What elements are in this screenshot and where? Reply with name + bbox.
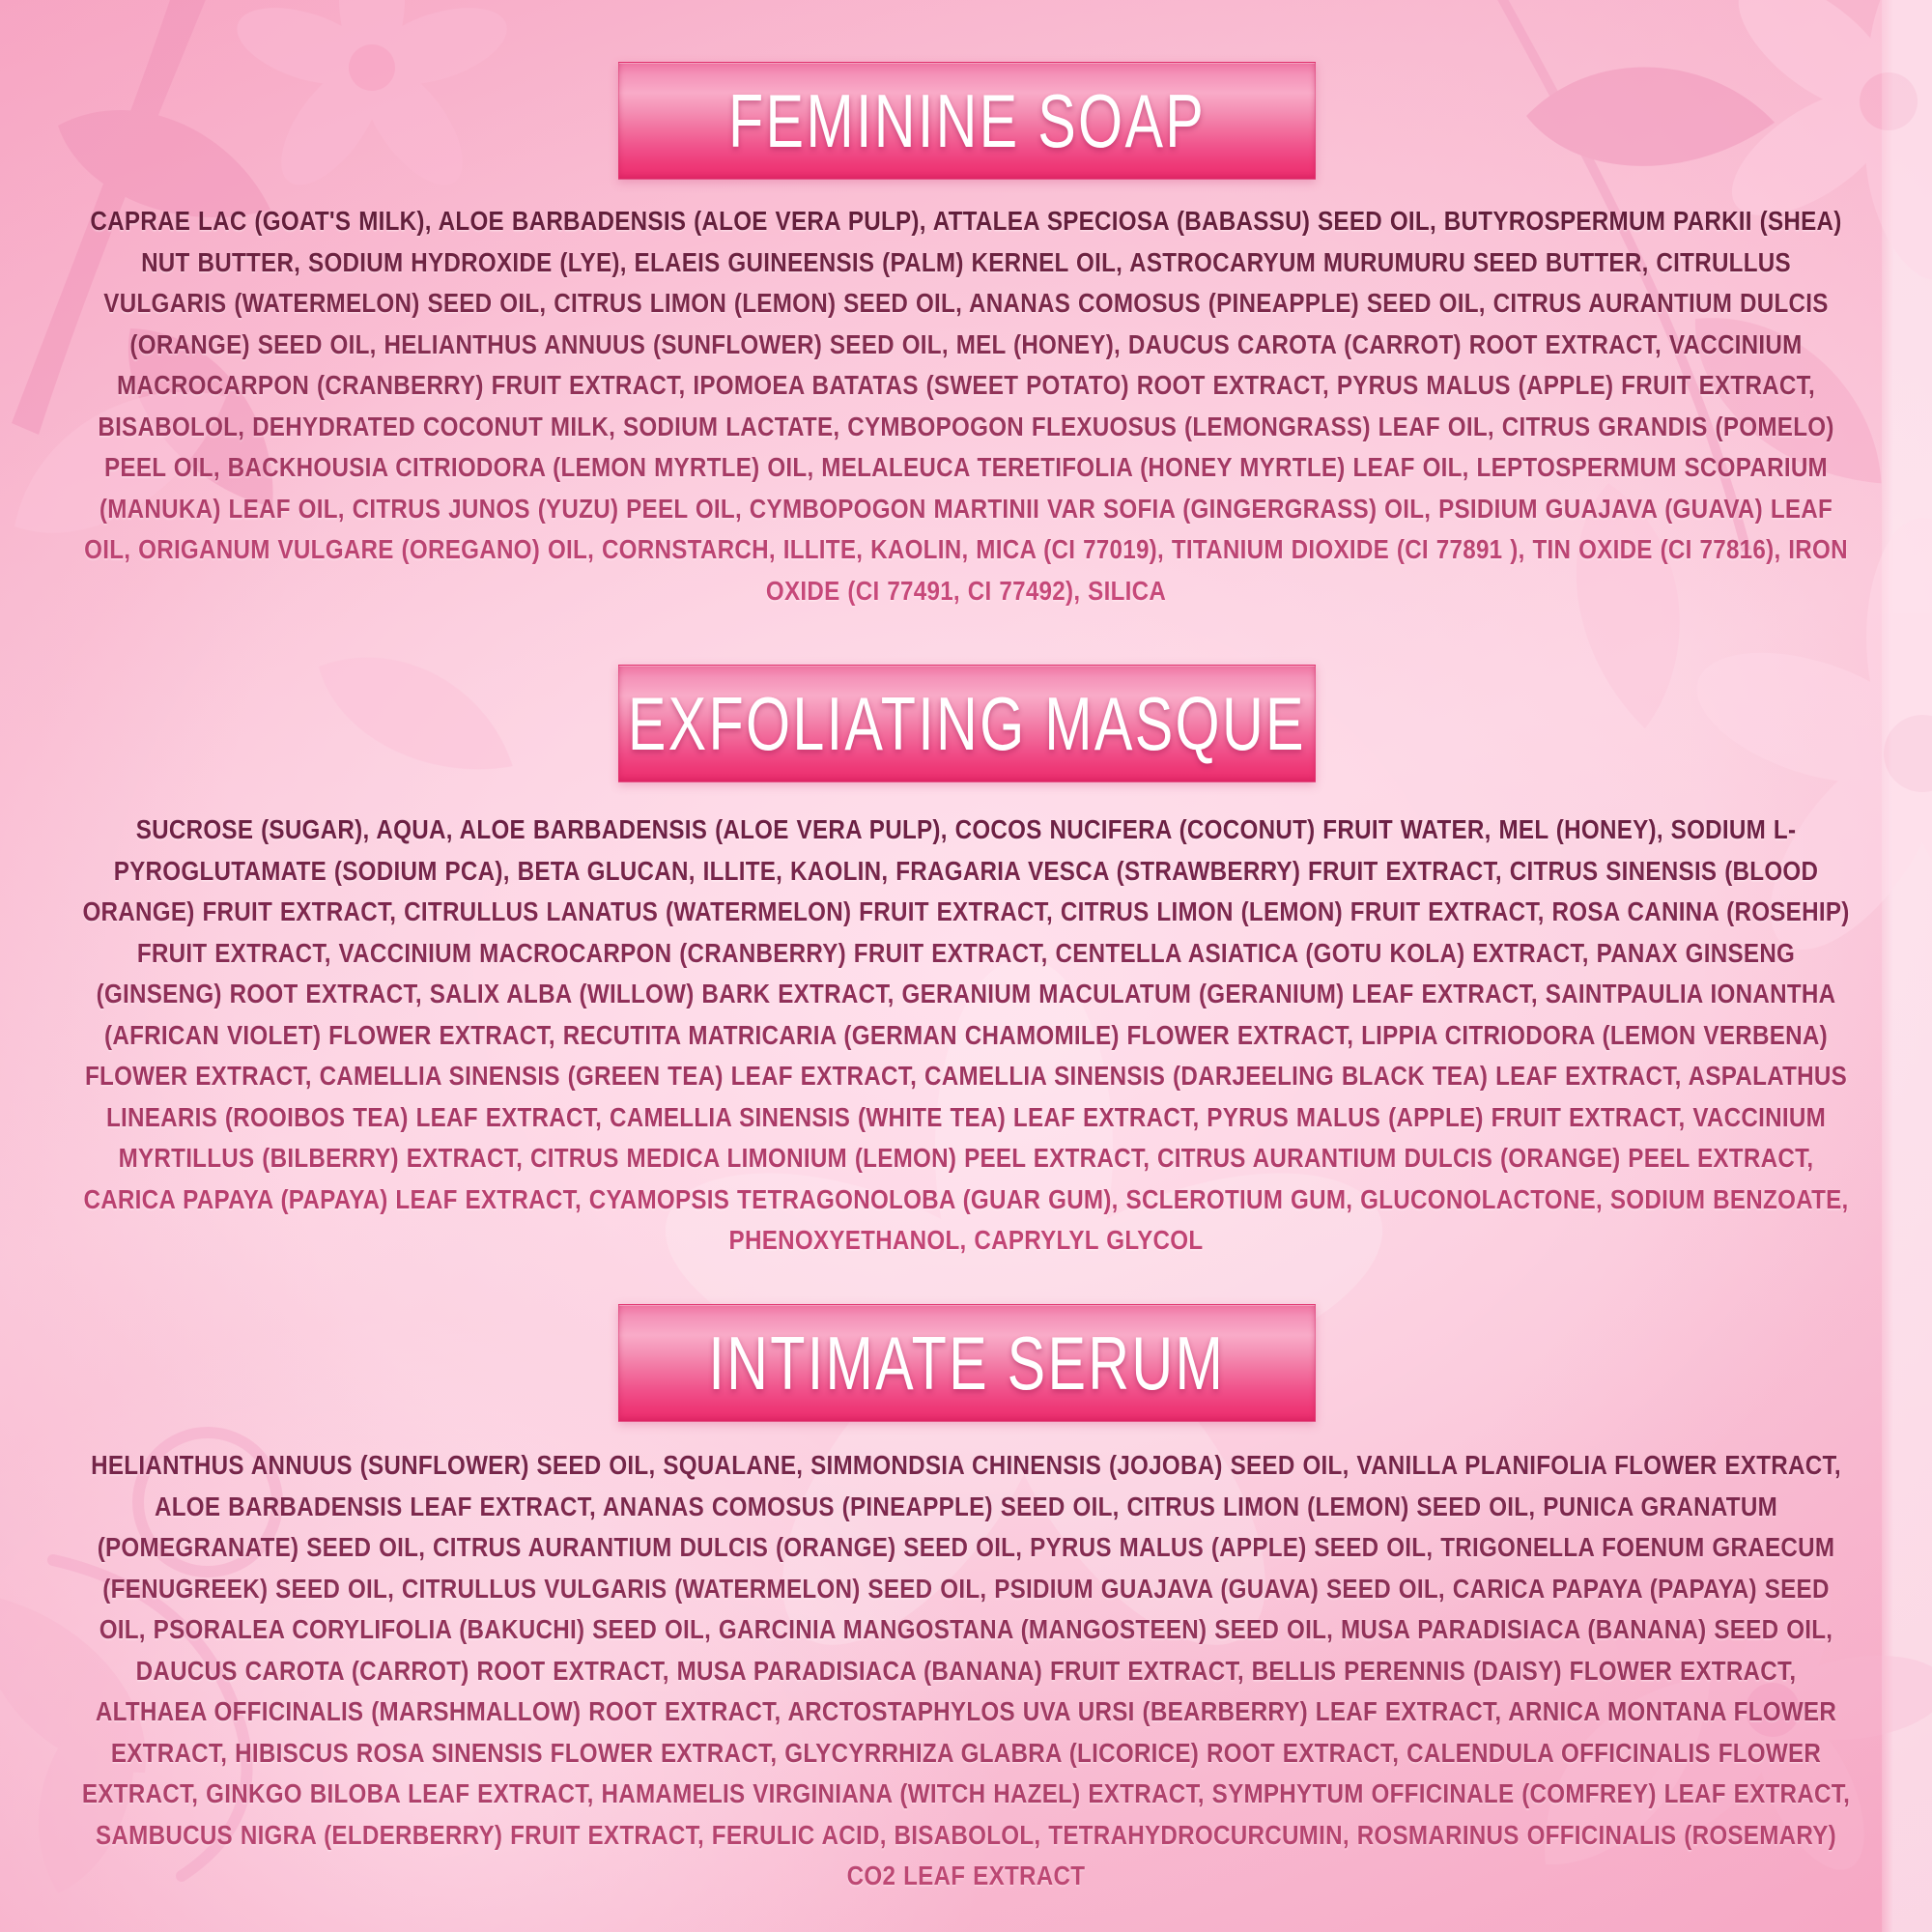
section-title-exfoliating-masque: EXFOLIATING MASQUE	[628, 680, 1307, 766]
ingredients-list-feminine-soap: CAPRAE LAC (GOAT'S MILK), ALOE BARBADENSIS (ALOE VERA PULP), ATTALEA SPECIOSA (BABASSU) SEED OIL, BUTYROSPERMUM PARKII (SHEA) NUT BUTTER, SODIUM HYDROXIDE (LYE), ELAEIS GUINEENSIS (PALM) KERNEL OIL, ASTROCARYUM MURUMURU SEED BUTTER, CITRULLUS VULGARIS (WATERMELON) SEED OIL, CITRUS LIMON (LEMON) SEED OIL, ANANAS COMOSUS (PINEAPPLE) SEED OIL, CITRUS AURANTIUM DULCIS (ORANGE) SEED OIL, HELIANTHUS ANNUUS (SUNFLOWER) SEED OIL, MEL (HONEY), DAUCUS CAROTA (CARROT) ROOT EXTRACT, VACCINIUM MACROCARPON (CRANBERRY) FRUIT EXTRACT, IPOMOEA BATATAS (SWEET POTATO) ROOT EXTRACT, PYRUS MALUS (APPLE) FRUIT EXTRACT, BISABOLOL, DEHYDRATED COCONUT MILK, SODIUM LACTATE, CYMBOPOGON FLEXUOSUS (LEMONGRASS) LEAF OIL, CITRUS GRANDIS (POMELO) PEEL OIL, BACKHOUSIA CITRIODORA (LEMON MYRTLE) OIL, MELALEUCA TERETIFOLIA (HONEY MYRTLE) LEAF OIL, LEPTOSPERMUM SCOPARIUM (MANUKA) LEAF OIL, CITRUS JUNOS (YUZU) PEEL OIL, CYMBOPOGON MARTINII VAR SOFIA (GINGERGRASS) OIL, PSIDIUM GUAJAVA (GUAVA) LEAF OIL, ORIGANUM VULGARE (OREGANO) OIL, CORNSTARCH, ILLITE, KAOLIN, MICA (CI 77019), TITANIUM DIOXIDE (CI 77891 ), TIN OXIDE (CI 77816), IRON OXIDE (CI 77491, CI 77492), SILICA	[82, 201, 1850, 611]
section-title-banner-exfoliating-masque	[618, 665, 1316, 782]
section-title-banner-feminine-soap	[618, 62, 1316, 180]
ingredients-list-exfoliating-masque: SUCROSE (SUGAR), AQUA, ALOE BARBADENSIS (ALOE VERA PULP), COCOS NUCIFERA (COCONUT) FRUIT WATER, MEL (HONEY), SODIUM L-PYROGLUTAMATE (SODIUM PCA), BETA GLUCAN, ILLITE, KAOLIN, FRAGARIA VESCA (STRAWBERRY) FRUIT EXTRACT, CITRUS SINENSIS (BLOOD ORANGE) FRUIT EXTRACT, CITRULLUS LANATUS (WATERMELON) FRUIT EXTRACT, CITRUS LIMON (LEMON) FRUIT EXTRACT, ROSA CANINA (ROSEHIP) FRUIT EXTRACT, VACCINIUM MACROCARPON (CRANBERRY) FRUIT EXTRACT, CENTELLA ASIATICA (GOTU KOLA) EXTRACT, PANAX GINSENG (GINSENG) ROOT EXTRACT, SALIX ALBA (WILLOW) BARK EXTRACT, GERANIUM MACULATUM (GERANIUM) LEAF EXTRACT, SAINTPAULIA IONANTHA (AFRICAN VIOLET) FLOWER EXTRACT, RECUTITA MATRICARIA (GERMAN CHAMOMILE) FLOWER EXTRACT, LIPPIA CITRIODORA (LEMON VERBENA) FLOWER EXTRACT, CAMELLIA SINENSIS (GREEN TEA) LEAF EXTRACT, CAMELLIA SINENSIS (DARJEELING BLACK TEA) LEAF EXTRACT, ASPALATHUS LINEARIS (ROOIBOS TEA) LEAF EXTRACT, CAMELLIA SINENSIS (WHITE TEA) LEAF EXTRACT, PYRUS MALUS (APPLE) FRUIT EXTRACT, VACCINIUM MYRTILLUS (BILBERRY) EXTRACT, CITRUS MEDICA LIMONIUM (LEMON) PEEL EXTRACT, CITRUS AURANTIUM DULCIS (ORANGE) PEEL EXTRACT, CARICA PAPAYA (PAPAYA) LEAF EXTRACT, CYAMOPSIS TETRAGONOLOBA (GUAR GUM), SCLEROTIUM GUM, GLUCONOLACTONE, SODIUM BENZOATE, PHENOXYETHANOL, CAPRYLYL GLYCOL	[82, 810, 1850, 1262]
section-title-intimate-serum: INTIMATE SERUM	[708, 1320, 1226, 1406]
section-title-feminine-soap: FEMININE SOAP	[727, 77, 1207, 163]
section-title-banner-intimate-serum	[618, 1304, 1316, 1422]
ingredients-list-intimate-serum: HELIANTHUS ANNUUS (SUNFLOWER) SEED OIL, SQUALANE, SIMMONDSIA CHINENSIS (JOJOBA) SEED OIL, VANILLA PLANIFOLIA FLOWER EXTRACT, ALOE BARBADENSIS LEAF EXTRACT, ANANAS COMOSUS (PINEAPPLE) SEED OIL, CITRUS LIMON (LEMON) SEED OIL, PUNICA GRANATUM (POMEGRANATE) SEED OIL, CITRUS AURANTIUM DULCIS (ORANGE) SEED OIL, PYRUS MALUS (APPLE) SEED OIL, TRIGONELLA FOENUM GRAECUM (FENUGREEK) SEED OIL, CITRULLUS VULGARIS (WATERMELON) SEED OIL, PSIDIUM GUAJAVA (GUAVA) SEED OIL, CARICA PAPAYA (PAPAYA) SEED OIL, PSORALEA CORYLIFOLIA (BAKUCHI) SEED OIL, GARCINIA MANGOSTANA (MANGOSTEEN) SEED OIL, MUSA PARADISIACA (BANANA) SEED OIL, DAUCUS CAROTA (CARROT) ROOT EXTRACT, MUSA PARADISIACA (BANANA) FRUIT EXTRACT, BELLIS PERENNIS (DAISY) FLOWER EXTRACT, ALTHAEA OFFICINALIS (MARSHMALLOW) ROOT EXTRACT, ARCTOSTAPHYLOS UVA URSI (BEARBERRY) LEAF EXTRACT, ARNICA MONTANA FLOWER EXTRACT, HIBISCUS ROSA SINENSIS FLOWER EXTRACT, GLYCYRRHIZA GLABRA (LICORICE) ROOT EXTRACT, CALENDULA OFFICINALIS FLOWER EXTRACT, GINKGO BILOBA LEAF EXTRACT, HAMAMELIS VIRGINIANA (WITCH HAZEL) EXTRACT, SYMPHYTUM OFFICINALE (COMFREY) LEAF EXTRACT, SAMBUCUS NIGRA (ELDERBERRY) FRUIT EXTRACT, FERULIC ACID, BISABOLOL, TETRAHYDROCURCUMIN, ROSMARINUS OFFICINALIS (ROSEMARY) CO2 LEAF EXTRACT	[82, 1445, 1850, 1897]
